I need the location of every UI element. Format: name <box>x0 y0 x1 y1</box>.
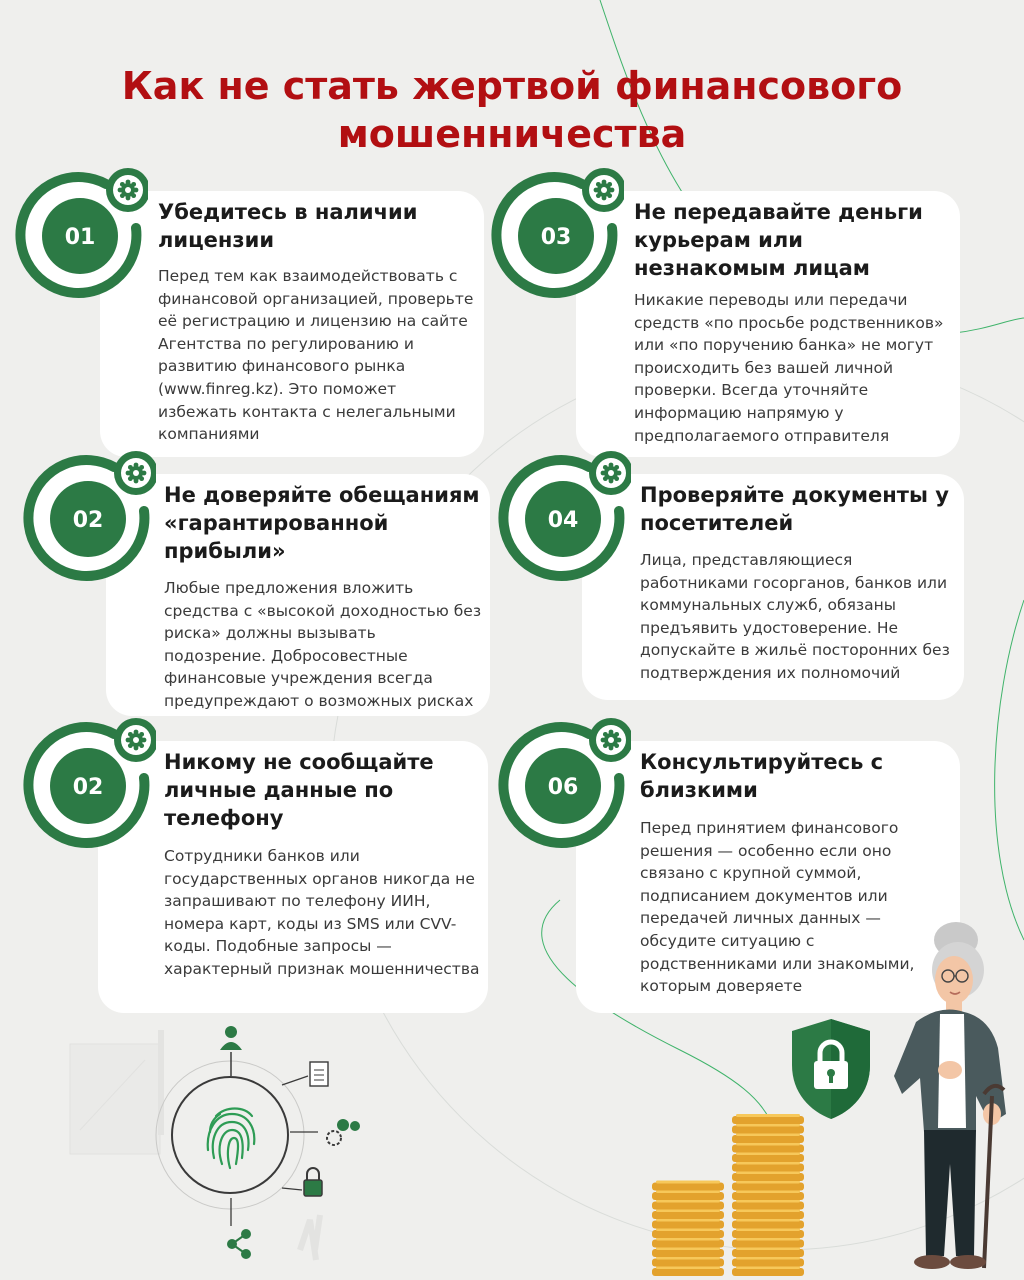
coin <box>652 1219 724 1229</box>
coin <box>732 1171 804 1181</box>
card-body: Сотрудники банков или государственных органов никогда не запрашивают по телефону ИИН, номера карт, коды из SMS или CVV-коды. Подобные запросы — характерный признак мошенничества <box>164 847 480 978</box>
coin <box>732 1143 804 1153</box>
card-number: 02 <box>72 508 104 533</box>
card-title: Никому не сообщайте личные данные по телефону <box>164 750 434 830</box>
gear-icon <box>126 463 147 484</box>
number-badge <box>22 451 156 585</box>
gear-icon <box>118 180 139 201</box>
coin <box>732 1162 804 1172</box>
gear-icon <box>601 463 622 484</box>
coin <box>732 1200 804 1210</box>
gear-icon <box>126 730 147 751</box>
card-title: Убедитесь в наличии лицензии <box>158 200 418 252</box>
card-body: Лица, представляющиеся работниками госорганов, банков или коммунальных служб, обязаны предъявить удостоверение. Не допускайте в жильё посторонних без подтверждения их полномочий <box>640 551 950 682</box>
number-badge <box>497 718 631 852</box>
user-icon <box>220 1026 242 1076</box>
card-title: Не доверяйте обещаниям «гарантированной прибыли» <box>164 483 480 563</box>
fingerprint-icon <box>208 1109 255 1169</box>
card-body: Перед принятием финансового решения — особенно если оно связано с крупной суммой, подписанием документов или передачей личных данных — обсудите ситуацию с родственниками или знакомыми, которым доверяете <box>640 819 915 996</box>
coin <box>732 1181 804 1191</box>
card-number: 03 <box>540 225 572 250</box>
card-number: 04 <box>547 508 579 533</box>
card-title: Консультируйтесь с близкими <box>640 750 884 802</box>
number-badge <box>490 168 624 302</box>
document-icon <box>282 1062 328 1086</box>
coin <box>652 1257 724 1267</box>
gears-icon <box>290 1119 360 1145</box>
coin <box>732 1209 804 1219</box>
coin <box>732 1228 804 1238</box>
shield-lock-icon <box>786 1015 876 1121</box>
coin <box>732 1257 804 1267</box>
card-body: Перед тем как взаимодействовать с финансовой организацией, проверьте её регистрацию и лицензию на сайте Агентства по регулированию и развитию финансового рынка (www.finreg.kz). Это поможет избежать контакта с нелегальными компаниями <box>158 267 474 444</box>
card-number: 02 <box>72 775 104 800</box>
coin <box>732 1152 804 1162</box>
card-title: Проверяйте документы у посетителей <box>640 483 949 535</box>
card-body: Любые предложения вложить средства с «высокой доходностью без риска» должны вызывать подозрение. Добросовестные финансовые учреждения всегда предупреждают о возможных рисках <box>164 579 482 710</box>
card-body: Никакие переводы или передачи средств «по просьбе родственников» или «по поручению банка» не могут происходить без вашей личной проверки. Всегда уточняйте информацию напрямую у предполагаемого отправителя <box>634 291 944 445</box>
number-badge <box>22 718 156 852</box>
number-badge <box>497 451 631 585</box>
security-illustration <box>50 1020 390 1280</box>
coins-illustration <box>640 1110 820 1280</box>
coin <box>652 1181 724 1191</box>
elderly-woman-illustration <box>880 918 1024 1280</box>
card-number: 06 <box>547 775 579 800</box>
coin <box>732 1219 804 1229</box>
card-title: Не передавайте деньги курьерам или незнакомым лицам <box>634 200 923 280</box>
number-badge <box>14 168 148 302</box>
lock-icon <box>282 1168 322 1196</box>
coin <box>652 1190 724 1200</box>
coin <box>732 1247 804 1257</box>
coin <box>652 1200 724 1210</box>
coin <box>732 1190 804 1200</box>
coin <box>652 1247 724 1257</box>
coin <box>652 1209 724 1219</box>
page-title: Как не стать жертвой финансового мошенничества <box>121 64 903 156</box>
gear-icon <box>594 180 615 201</box>
coin <box>732 1238 804 1248</box>
coin <box>652 1228 724 1238</box>
gear-icon <box>601 730 622 751</box>
coin <box>732 1133 804 1143</box>
coin <box>652 1238 724 1248</box>
card-number: 01 <box>64 225 96 250</box>
coin <box>732 1124 804 1134</box>
coin <box>652 1266 724 1276</box>
coin <box>732 1266 804 1276</box>
